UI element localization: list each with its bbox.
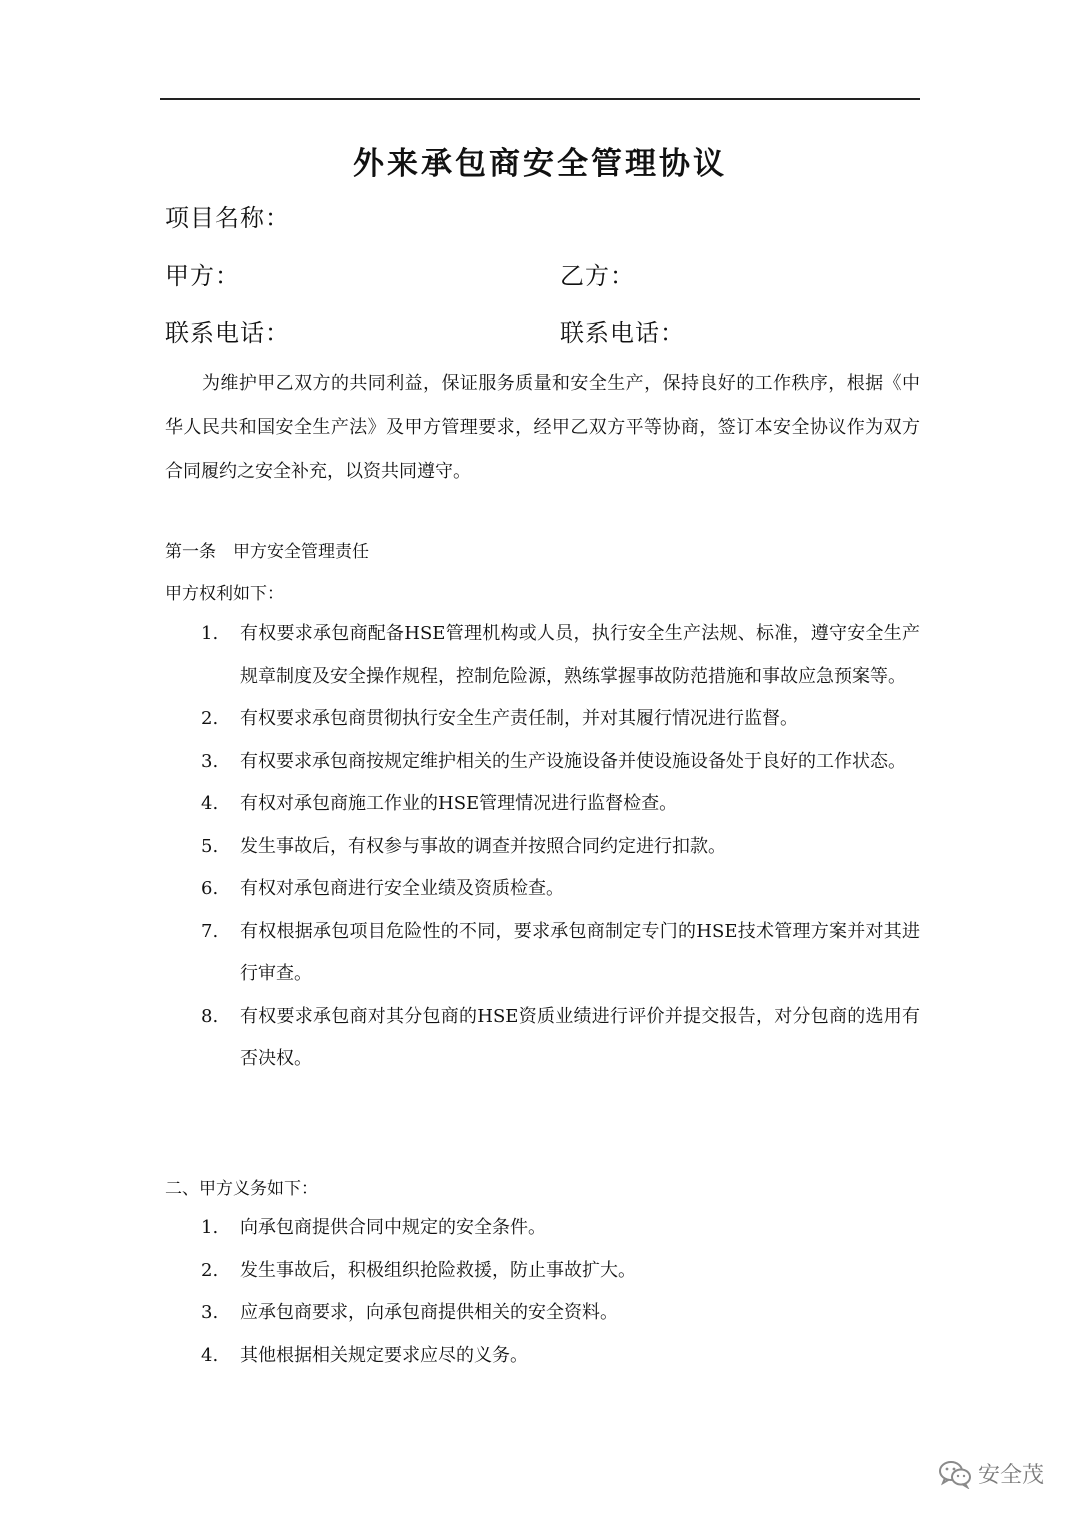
list-item <box>165 613 920 698</box>
list-item-number: 3. <box>201 1302 219 1323</box>
list-item-number: 2. <box>201 708 219 729</box>
list-item <box>165 911 920 996</box>
watermark <box>938 1458 1044 1489</box>
list-item <box>165 826 920 869</box>
list-item-number: 2. <box>201 1259 219 1281</box>
list-item <box>165 741 920 784</box>
header-rule <box>160 98 920 100</box>
list-item-text: 有权要求承包商按规定维护相关的生产设施设备并使设施设备处于良好的工作状态。 <box>240 750 906 772</box>
list-item <box>165 1207 920 1250</box>
list-item-text: 其他根据相关规定要求应尽的义务。 <box>240 1344 528 1366</box>
article-one-heading: 第一条 甲方安全管理责任 <box>165 542 369 562</box>
list-item-text: 应承包商要求，向承包商提供相关的安全资料。 <box>240 1302 618 1323</box>
list-item-number: 1. <box>201 623 219 644</box>
list-item <box>165 698 920 741</box>
list-item-text: 有权对承包商施工作业的HSE管理情况进行监督检查。 <box>240 793 678 814</box>
list-item-text: 有权要求承包商配备HSE管理机构或人员，执行安全生产法规、标准，遵守安全生产规章制度及安全操作规程，控制危险源，熟练掌握事故防范措施和事故应急预案等。 <box>240 623 920 687</box>
list-item-text: 向承包商提供合同中规定的安全条件。 <box>240 1217 546 1238</box>
list-item <box>165 1335 920 1378</box>
list-item-text: 有权根据承包项目危险性的不同，要求承包商制定专门的HSE技术管理方案并对其进行审查。 <box>240 920 920 984</box>
party-a-label: 甲方： <box>165 262 240 290</box>
party-a-phone-label: 联系电话： <box>165 319 290 347</box>
rights-list <box>165 613 920 1081</box>
list-item-number: 1. <box>201 1217 219 1238</box>
list-item-number: 3. <box>201 750 219 772</box>
list-item <box>165 868 920 911</box>
list-item-text: 有权要求承包商贯彻执行安全生产责任制，并对其履行情况进行监督。 <box>240 708 798 729</box>
list-item <box>165 1292 920 1335</box>
obligations-list <box>165 1207 920 1377</box>
rights-heading: 甲方权利如下： <box>165 584 284 604</box>
party-b-phone-label: 联系电话： <box>560 319 685 347</box>
intro-paragraph: 为维护甲乙双方的共同利益，保证服务质量和安全生产，保持良好的工作秩序，根据《中华人民共和国安全生产法》及甲方管理要求，经甲乙双方平等协商，签订本安全协议作为双方合同履约之安全补充，以资共同遵守。 <box>165 373 920 482</box>
list-item-text: 有权对承包商进行安全业绩及资质检查。 <box>240 878 564 899</box>
list-item-number: 6. <box>201 878 219 899</box>
list-item-number: 5. <box>201 835 219 857</box>
party-b-label: 乙方： <box>560 262 635 290</box>
project-name-label: 项目名称： <box>165 204 290 232</box>
list-item-number: 8. <box>201 1005 219 1027</box>
list-item-text: 发生事故后，有权参与事故的调查并按照合同约定进行扣款。 <box>240 835 726 857</box>
list-item <box>165 1250 920 1293</box>
wechat-icon <box>938 1459 972 1489</box>
list-item <box>165 783 920 826</box>
watermark-text: 安全茂 <box>977 1463 1044 1488</box>
document-title: 外来承包商安全管理协议 <box>353 146 727 182</box>
list-item-text: 发生事故后，积极组织抢险救援，防止事故扩大。 <box>240 1259 636 1281</box>
list-item-text: 有权要求承包商对其分包商的HSE资质业绩进行评价并提交报告，对分包商的选用有否决权。 <box>240 1005 920 1069</box>
obligations-heading: 二、甲方义务如下： <box>165 1179 318 1199</box>
list-item-number: 7. <box>201 920 219 942</box>
list-item-number: 4. <box>201 1344 219 1366</box>
list-item-number: 4. <box>201 793 219 814</box>
list-item <box>165 996 920 1081</box>
